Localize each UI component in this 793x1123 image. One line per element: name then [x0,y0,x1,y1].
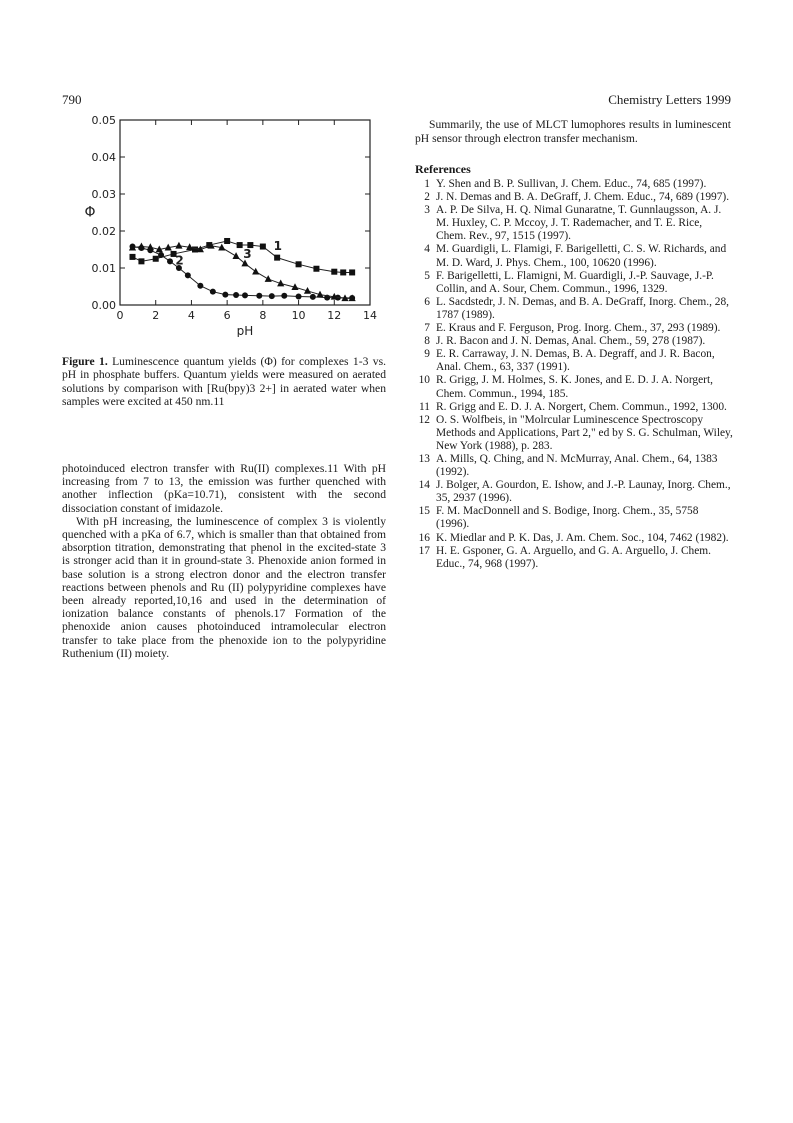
reference-item [415,296,733,322]
series-1-point [260,244,266,250]
y-tick-label: 0.01 [91,262,116,275]
reference-number: 13 [418,452,430,465]
reference-number: 1 [424,178,430,190]
series-2-point [167,258,173,264]
series-2-point [256,293,262,299]
reference-item [415,270,733,296]
reference-item [415,479,733,505]
luminescence-chart [82,112,382,337]
reference-item [415,178,733,191]
page-number: 790 [62,92,82,107]
series-1-label: 1 [273,239,282,254]
reference-number: 16 [418,531,430,544]
figure-caption [62,355,386,409]
x-tick-label: 0 [116,309,124,322]
series-1-point [224,238,230,244]
series-2-point [269,293,275,299]
reference-item [415,322,733,335]
y-tick-label: 0.02 [91,225,116,238]
plot-frame [120,120,370,305]
paragraph: With pH increasing, the luminescence of complex 3 is violently quenched with a pKa of 6.7, which is smaller than that obtained from absorption titration, demonstrating that phenol in the excited-state 3 is stronger acid than it in ground-state 3. Phenoxide anion formed in base solution is a strong electron donor and the electron transfer reactions between phenols and Ru (II) polypyridine complexes have been already reported,10,16 and used in the determination of ionization balance constants of phenols.17 Formation of the phenoxide anion causes photoinduced intramolecular electron transfer to take place from the phenoxide ion to the polypyridine Ruthenium (II) moiety. [62,514,386,660]
x-tick-label: 8 [259,309,267,322]
y-tick-label: 0.04 [91,151,116,164]
reference-text: A. P. De Silva, H. Q. Nimal Gunaratne, T. Gunnlaugsson, A. J. M. Huxley, C. P. Mccoy, J. T. Rademacher, and T. E. Rice, Chem. Rev., 97, 1515 (1997). [436,204,722,243]
series-2-point [233,292,239,298]
series-1-point [296,261,302,267]
series-1-point [313,266,319,272]
reference-text: R. Grigg, J. M. Holmes, S. K. Jones, and E. D. J. A. Norgert, Chem. Commun., 1994, 185. [436,374,713,400]
series-2-point [158,252,164,258]
reference-number: 10 [418,374,430,387]
series-1-point [349,269,355,275]
series-1-point [340,269,346,275]
reference-number: 11 [419,400,430,413]
x-tick-label: 14 [363,309,377,322]
x-axis-label: pH [236,324,254,337]
series-1-point [331,269,337,275]
series-2-point [197,283,203,289]
series-2-point [296,293,302,299]
series-2-label: 2 [175,253,184,268]
x-tick-label: 10 [291,309,306,322]
y-tick-label: 0.03 [91,188,116,201]
reference-text: K. Miedlar and P. K. Das, J. Am. Chem. Soc., 104, 7462 (1982). [436,531,729,544]
series-2-point [242,292,248,298]
series-3-point [252,268,259,275]
reference-item [415,335,733,348]
reference-list [415,178,733,571]
y-tick-label: 0.00 [91,299,116,312]
reference-item [415,191,733,204]
reference-number: 12 [418,413,430,426]
body-text-left [62,462,386,660]
series-2-point [210,289,216,295]
series-1-point [274,255,280,261]
reference-text: L. Sacdstedr, J. N. Demas, and B. A. DeGraff, Inorg. Chem., 28, 1787 (1989). [436,295,730,321]
reference-number: 5 [424,269,430,282]
x-tick-label: 6 [223,309,231,322]
series-2-point [185,272,191,278]
references-heading: References [415,162,471,176]
reference-text: M. Guardigli, L. Flamigi, F. Barigelletti, C. S. W. Richards, and M. D. Ward, J. Phys. Chem., 100, 10620 (1996). [436,243,727,269]
reference-number: 2 [424,191,430,204]
reference-text: J. N. Demas and B. A. DeGraff, J. Chem. Educ., 74, 689 (1997). [436,191,730,204]
reference-item [415,348,733,374]
reference-number: 17 [418,544,430,557]
reference-text: H. E. Gsponer, G. A. Arguello, and G. A. Arguello, J. Chem. Educ., 74, 968 (1997). [436,544,712,570]
reference-text: R. Grigg and E. D. J. A. Norgert, Chem. Commun., 1992, 1300. [436,400,727,413]
series-1-point [153,256,159,262]
reference-text: Y. Shen and B. P. Sullivan, J. Chem. Educ., 74, 685 (1997). [436,178,707,190]
reference-number: 15 [418,505,430,518]
reference-item [415,545,733,571]
reference-number: 9 [424,348,430,361]
series-2-point [222,292,228,298]
x-tick-label: 4 [187,309,195,322]
reference-item [415,414,733,453]
reference-text: E. R. Carraway, J. N. Demas, B. A. Degraff, and J. R. Bacon, Anal. Chem., 63, 337 (1991). [436,348,715,374]
series-1-point [130,254,136,260]
reference-item [415,532,733,545]
reference-item [415,505,733,531]
x-tick-label: 12 [327,309,342,322]
reference-number: 8 [424,335,430,348]
reference-text: O. S. Wolfbeis, in "Molrcular Luminescence Spectroscopy Methods and Applications, Part 2," ed by S. G. Schulman, Wiley, New York (1988), p. 283. [436,413,733,452]
reference-number: 6 [424,295,430,308]
reference-text: J. Bolger, A. Gourdon, E. Ishow, and J.-P. Launay, Inorg. Chem., 35, 2937 (1996). [436,479,731,505]
series-3-label: 3 [243,247,252,262]
series-2-point [281,293,287,299]
reference-text: E. Kraus and F. Ferguson, Prog. Inorg. Chem., 37, 293 (1989). [436,322,721,335]
series-1-point [138,258,144,264]
caption-label: Figure 1. [62,355,108,368]
reference-item [415,243,733,269]
series-2-point [310,294,316,300]
series-3-point [175,242,182,249]
journal-title: Chemistry Letters 1999 [608,92,731,107]
series-1-point [237,242,243,248]
paragraph: photoinduced electron transfer with Ru(II) complexes.11 With pH increasing from 7 to 13, the emission was further quenched with another inflection (pKa=10.71), consistent with the second dissociation constant of imidazole. [62,462,386,515]
reference-item [415,204,733,243]
series-3-point [265,275,272,282]
reference-text: J. R. Bacon and J. N. Demas, Anal. Chem., 59, 278 (1987). [436,335,706,348]
x-tick-label: 2 [152,309,160,322]
series-3-point [138,243,145,250]
reference-item [415,453,733,479]
reference-text: F. M. MacDonnell and S. Bodige, Inorg. Chem., 35, 5758 (1996). [436,505,699,531]
reference-number: 4 [424,243,430,256]
reference-item [415,374,733,400]
series-3-point [232,252,239,259]
reference-number: 14 [418,479,430,492]
reference-number: 7 [424,322,430,335]
reference-number: 3 [424,204,430,217]
y-axis-label: Φ [84,204,96,221]
y-tick-label: 0.05 [91,114,116,127]
reference-text: A. Mills, Q. Ching, and N. McMurray, Anal. Chem., 64, 1383 (1992). [436,452,718,479]
reference-text: F. Barigelletti, L. Flamigni, M. Guardigli, J.-P. Sauvage, J.-P. Collin, and A. Sour, Chem. Commun., 1996, 1329. [436,269,714,295]
reference-item [415,401,733,414]
summary-paragraph: Summarily, the use of MLCT lumophores results in luminescent pH sensor through electron transfer mechanism. [415,118,731,145]
caption-text: Luminescence quantum yields (Φ) for complexes 1-3 vs. pH in phosphate buffers. Quantum yields were measured on aerated solutions by comparison with [Ru(bpy)3 2+] in aerated water when samples were excited at 450 nm.11 [62,355,386,409]
